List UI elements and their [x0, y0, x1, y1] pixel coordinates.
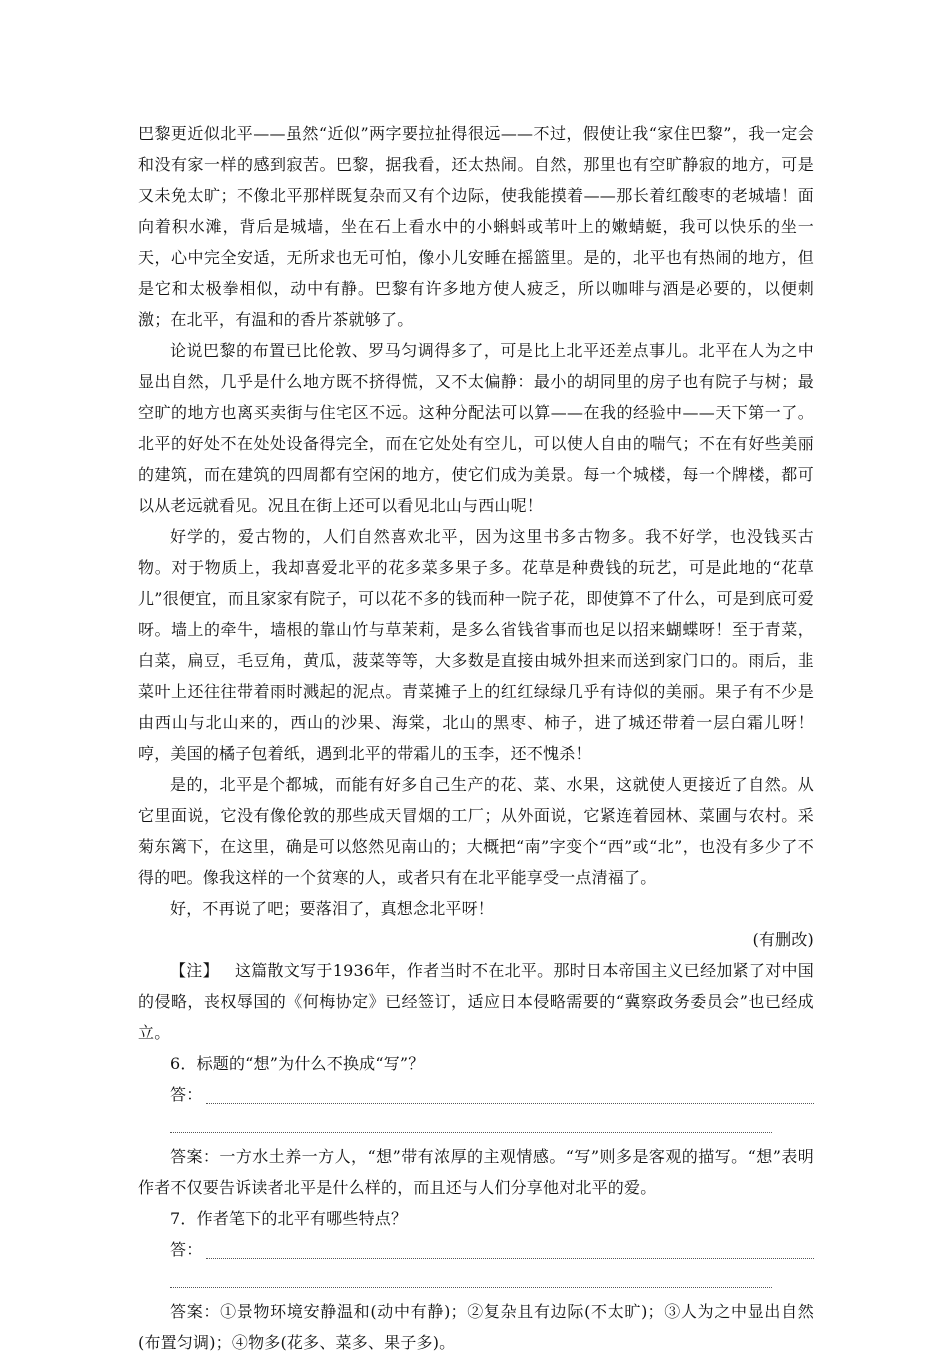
passage-paragraph-5: 好，不再说了吧；要落泪了，真想念北平呀！ [170, 899, 495, 918]
passage-paragraph-2: 论说巴黎的布置已比伦敦、罗马匀调得多了，可是比上北平还差点事儿。北平在人为之中显出自然，几乎是什么地方既不挤得慌，又不太偏静：最小的胡同里的房子也有院子与树；最空旷的地方也离买卖街与住宅区不远。这种分配法可以算——在我的经验中——天下第一了。北平的好处不在处处设备得完全，而在它处处有空儿，可以使人自由的喘气；不在有好些美丽的建筑，而在建筑的四周都有空闲的地方，使它们成为美景。每一个城楼，每一个牌楼，都可以从老远就看见。况且在街上还可以看见北山与西山呢！ [138, 341, 814, 515]
answer-lead-6: 答： [170, 1085, 203, 1104]
annotation [138, 955, 814, 1048]
source-note: (有删改) [752, 930, 814, 949]
dotted-line [206, 1103, 814, 1104]
annotation-text: 这篇散文写于1936年，作者当时不在北平。那时日本帝国主义已经加紧了对中国的侵略，丧权辱国的《何梅协定》已经签订，适应日本侵略需要的“冀察政务委员会”也已经成立。 [138, 961, 814, 1042]
answer-blank-7[interactable] [138, 1234, 814, 1265]
passage-paragraph-4: 是的，北平是个都城，而能有好多自己生产的花、菜、水果，这就使人更接近了自然。从它里面说，它没有像伦敦的那些成天冒烟的工厂；从外面说，它紧连着园林、菜圃与农村。采菊东篱下，在这里，确是可以悠然见南山的；大概把“南”字变个“西”或“北”，也没有多少了不得的吧。像我这样的一个贫寒的人，或者只有在北平能享受一点清福了。 [138, 775, 814, 887]
dotted-line [206, 1258, 814, 1259]
answer-lead-7: 答： [170, 1240, 203, 1259]
passage-paragraph-1: 巴黎更近似北平——虽然“近似”两字要拉扯得很远——不过，假使让我“家住巴黎”，我一定会和没有家一样的感到寂苦。巴黎，据我看，还太热闹。自然，那里也有空旷静寂的地方，可是又未免太旷；不像北平那样既复杂而又有个边际，使我能摸着——那长着红酸枣的老城墙！面向着积水滩，背后是城墙，坐在石上看水中的小蝌蚪或苇叶上的嫩蜻蜓，我可以快乐的坐一天，心中完全安适，无所求也无可怕，像小儿安睡在摇篮里。是的，北平也有热闹的地方，但是它和太极拳相似，动中有静。巴黎有许多地方使人疲乏，所以咖啡与酒是必要的，以便刺激；在北平，有温和的香片茶就够了。 [138, 124, 814, 329]
passage-paragraph-3: 好学的，爱古物的，人们自然喜欢北平，因为这里书多古物多。我不好学，也没钱买古物。对于物质上，我却喜爱北平的花多菜多果子多。花草是种费钱的玩艺，可是此地的“花草儿”很便宜，而且家家有院子，可以花不多的钱而种一院子花，即使算不了什么，可是到底可爱呀。墙上的牵牛，墙根的靠山竹与草茉莉，是多么省钱省事而也足以招来蝴蝶呀！至于青菜，白菜，扁豆，毛豆角，黄瓜，菠菜等等，大多数是直接由城外担来而送到家门口的。雨后，韭菜叶上还往往带着雨时溅起的泥点。青菜摊子上的红红绿绿几乎有诗似的美丽。果子有不少是由西山与北山来的，西山的沙果、海棠，北山的黑枣、柿子，进了城还带着一层白霜儿呀！哼，美国的橘子包着纸，遇到北平的带霜儿的玉李，还不愧杀！ [138, 527, 814, 763]
answer-blank-6[interactable] [138, 1079, 814, 1110]
answer-blank-7-line-2[interactable] [170, 1265, 814, 1296]
dotted-line [170, 1287, 772, 1288]
document-body [138, 118, 814, 1358]
answer-7: 答案：①景物环境安静温和(动中有静)；②复杂且有边际(不太旷)；③人为之中显出自然(布置匀调)；④物多(花多、菜多、果子多)。 [138, 1302, 814, 1352]
question-7: 7．作者笔下的北平有哪些特点？ [170, 1209, 408, 1228]
dotted-line [170, 1132, 772, 1133]
annotation-label: 【注】 [170, 961, 219, 980]
answer-6: 答案：一方水土养一方人，“想”带有浓厚的主观情感。“写”则多是客观的描写。“想”表明作者不仅要告诉读者北平是什么样的，而且还与人们分享他对北平的爱。 [138, 1147, 814, 1197]
question-6: 6．标题的“想”为什么不换成“写”？ [170, 1054, 425, 1073]
answer-blank-6-line-2[interactable] [170, 1110, 814, 1141]
